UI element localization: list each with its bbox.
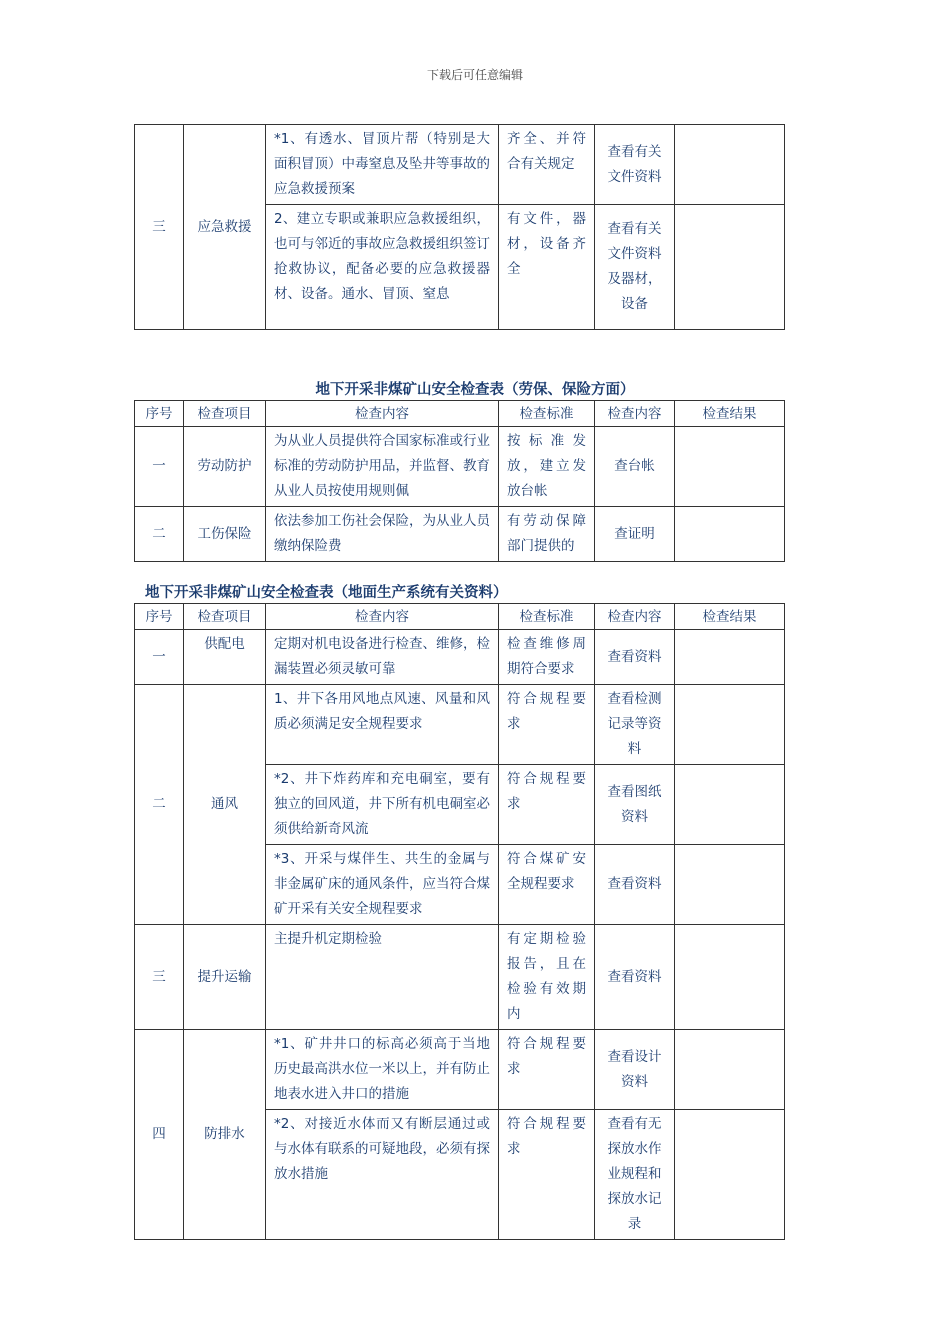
emergency-rescue-table [134, 124, 785, 330]
item-cell: 劳动防护 [184, 427, 266, 507]
header-content: 检查内容 [266, 604, 499, 630]
item-cell: 供配电 [184, 630, 266, 685]
method-cell: 查看有关文件资料及器材，设备 [595, 205, 675, 330]
method-cell: 查看图纸资料 [595, 765, 675, 845]
content-cell: 为从业人员提供符合国家标准或行业标准的劳动防护用品，并监督、教育从业人员按使用规则佩 [266, 427, 499, 507]
table-row [135, 507, 785, 562]
content-cell: 2、建立专职或兼职应急救援组织，也可与邻近的事故应急救援组织签订抢救协议，配备必要的应急救援器材、设备。通水、冒顶、窒息 [266, 205, 499, 330]
item-cell: 应急救援 [184, 125, 266, 330]
header-seq: 序号 [135, 604, 184, 630]
table2-title: 地下开采非煤矿山安全检查表（劳保、保险方面） [315, 382, 635, 398]
labor-insurance-table [134, 400, 785, 562]
header-item: 检查项目 [184, 401, 266, 427]
standard-cell: 检查维修周期符合要求 [499, 630, 595, 685]
content-cell: 依法参加工伤社会保险，为从业人员缴纳保险费 [266, 507, 499, 562]
result-cell [675, 205, 785, 330]
seq-cell: 三 [135, 125, 184, 330]
method-cell: 查看资料 [595, 845, 675, 925]
standard-cell: 符合规程要求 [499, 1110, 595, 1240]
method-cell: 查看检测记录等资料 [595, 685, 675, 765]
table-row [135, 685, 785, 765]
header-seq: 序号 [135, 401, 184, 427]
method-cell: 查看有关文件资料 [595, 125, 675, 205]
method-cell: 查看资料 [595, 630, 675, 685]
content-cell: 主提升机定期检验 [266, 925, 499, 1030]
header-method: 检查内容 [595, 604, 675, 630]
standard-cell: 齐全、并符合有关规定 [499, 125, 595, 205]
content-cell: 1、井下各用风地点风速、风量和风质必须满足安全规程要求 [266, 685, 499, 765]
header-method: 检查内容 [595, 401, 675, 427]
method-cell: 查看有无探放水作业规程和探放水记录 [595, 1110, 675, 1240]
method-cell: 查看设计资料 [595, 1030, 675, 1110]
seq-cell: 二 [135, 685, 184, 925]
header-result: 检查结果 [675, 401, 785, 427]
result-cell [675, 630, 785, 685]
content-cell: *2、井下炸药库和充电硐室，要有独立的回风道，井下所有机电硐室必须供给新奇风流 [266, 765, 499, 845]
seq-cell: 三 [135, 925, 184, 1030]
item-cell: 工伤保险 [184, 507, 266, 562]
table3-title: 地下开采非煤矿山安全检查表（地面生产系统有关资料） [145, 585, 508, 601]
header-standard: 检查标准 [499, 604, 595, 630]
header-item: 检查项目 [184, 604, 266, 630]
seq-cell: 一 [135, 427, 184, 507]
result-cell [675, 1110, 785, 1240]
table-row [135, 427, 785, 507]
result-cell [675, 507, 785, 562]
content-cell: 定期对机电设备进行检查、维修，检漏装置必须灵敏可靠 [266, 630, 499, 685]
standard-cell: 符合规程要求 [499, 765, 595, 845]
item-cell: 通风 [184, 685, 266, 925]
table-row [135, 630, 785, 685]
header-result: 检查结果 [675, 604, 785, 630]
result-cell [675, 685, 785, 765]
header-standard: 检查标准 [499, 401, 595, 427]
seq-cell: 一 [135, 630, 184, 685]
standard-cell: 符合煤矿安全规程要求 [499, 845, 595, 925]
seq-cell: 二 [135, 507, 184, 562]
content-cell: *3、开采与煤伴生、共生的金属与非金属矿床的通风条件，应当符合煤矿开采有关安全规程要求 [266, 845, 499, 925]
header-content: 检查内容 [266, 401, 499, 427]
header-note: 下载后可任意编辑 [426, 68, 523, 82]
result-cell [675, 125, 785, 205]
method-cell: 查证明 [595, 507, 675, 562]
item-cell: 提升运输 [184, 925, 266, 1030]
standard-cell: 符合规程要求 [499, 1030, 595, 1110]
seq-cell: 四 [135, 1030, 184, 1240]
standard-cell: 有劳动保障部门提供的 [499, 507, 595, 562]
result-cell [675, 845, 785, 925]
standard-cell: 按标准发放，建立发放台帐 [499, 427, 595, 507]
header-row [135, 604, 785, 630]
standard-cell: 有文件，器材，设备齐全 [499, 205, 595, 330]
content-cell: *2、对接近水体而又有断层通过或与水体有联系的可疑地段，必须有探放水措施 [266, 1110, 499, 1240]
table-row [135, 925, 785, 1030]
table-row [135, 1030, 785, 1110]
standard-cell: 符合规程要求 [499, 685, 595, 765]
method-cell: 查台帐 [595, 427, 675, 507]
content-cell: *1、矿井井口的标高必须高于当地历史最高洪水位一米以上，并有防止地表水进入井口的措施 [266, 1030, 499, 1110]
result-cell [675, 427, 785, 507]
method-cell: 查看资料 [595, 925, 675, 1030]
surface-system-table [134, 603, 785, 1240]
result-cell [675, 1030, 785, 1110]
header-row [135, 401, 785, 427]
result-cell [675, 925, 785, 1030]
result-cell [675, 765, 785, 845]
standard-cell: 有定期检验报告，且在检验有效期内 [499, 925, 595, 1030]
item-cell: 防排水 [184, 1030, 266, 1240]
table-row [135, 125, 785, 205]
content-cell: *1、有透水、冒顶片帮（特别是大面积冒顶）中毒窒息及坠井等事故的应急救援预案 [266, 125, 499, 205]
